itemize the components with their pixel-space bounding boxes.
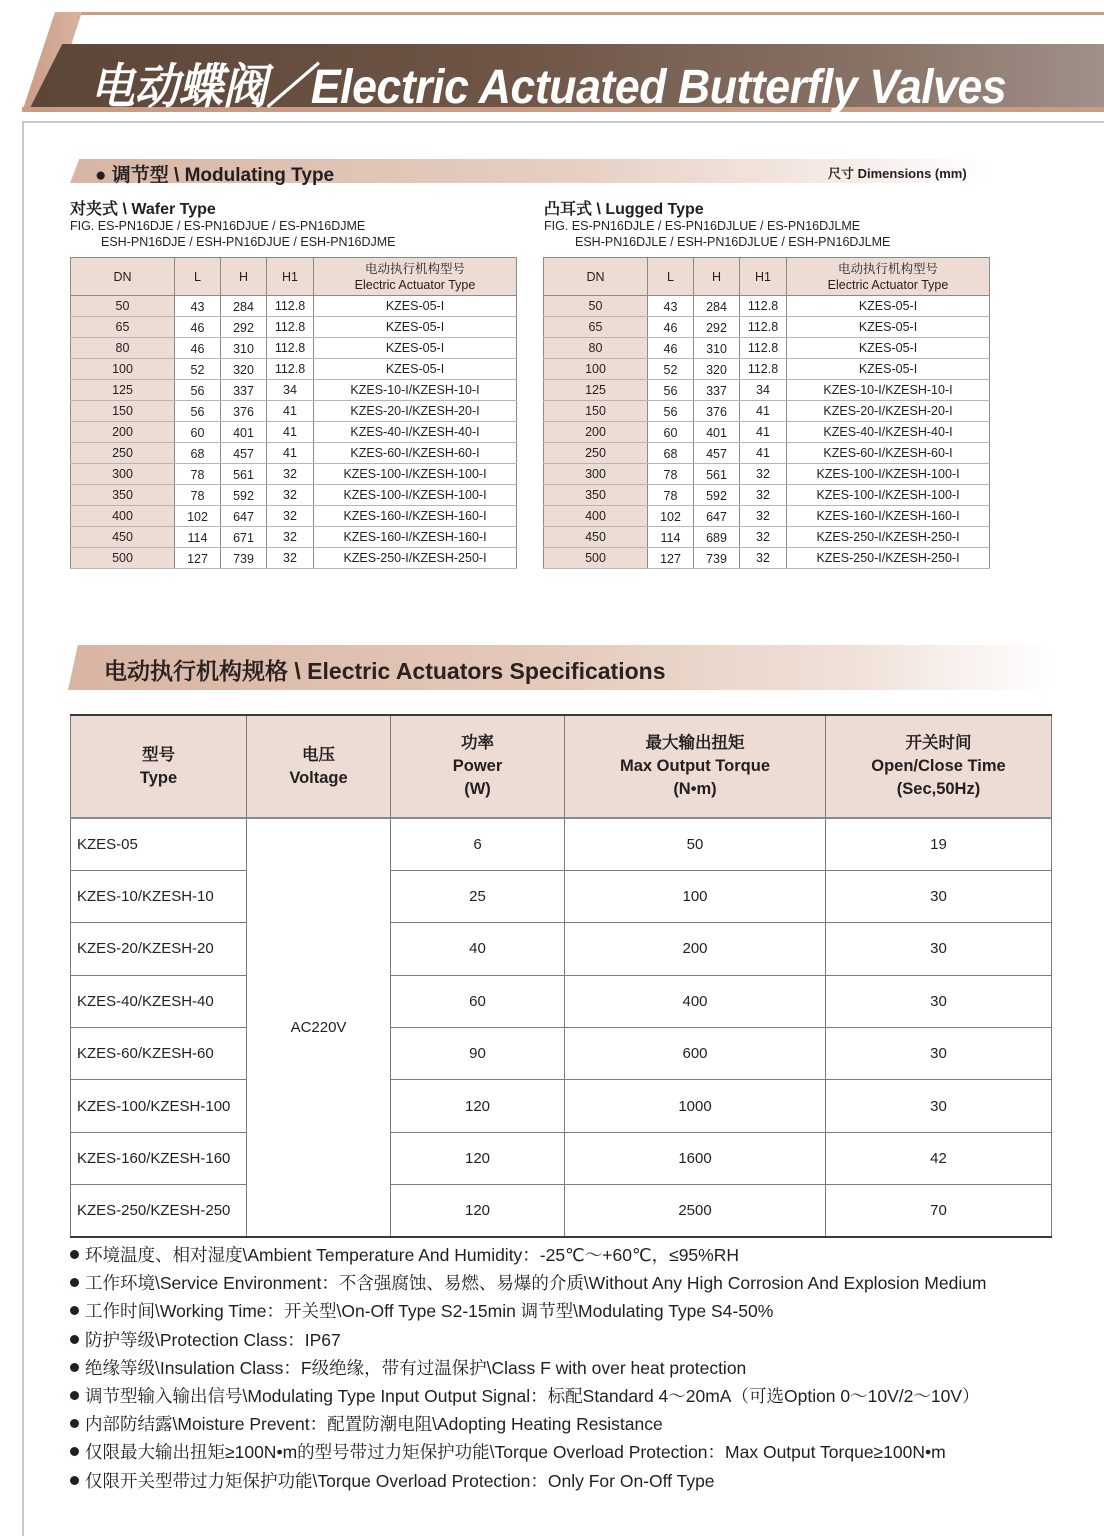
actuator-type-cell: KZES-10-I/KZESH-10-I [787, 380, 990, 401]
col-l: L [648, 258, 694, 296]
h1-cell: 32 [740, 548, 787, 569]
note-item [70, 1327, 987, 1355]
dn-cell: 150 [71, 401, 175, 422]
table-row [544, 506, 990, 527]
col-h: H [221, 258, 267, 296]
table-row [544, 422, 990, 443]
col-h1: H1 [267, 258, 314, 296]
h-cell: 310 [221, 338, 267, 359]
spec-header-row [71, 715, 1052, 818]
type-cell: KZES-20/KZESH-20 [71, 923, 247, 975]
l-cell: 102 [175, 506, 221, 527]
col-actuator-type-en: Electric Actuator Type [827, 277, 949, 292]
col-torque-cn: 最大输出扭矩 [645, 734, 745, 752]
dn-cell: 350 [544, 485, 648, 506]
col-type-en: Type [139, 768, 178, 787]
power-cell: 90 [391, 1028, 565, 1080]
torque-cell: 1600 [565, 1132, 826, 1184]
page-frame-left [22, 121, 24, 1536]
actuator-type-cell: KZES-05-I [787, 317, 990, 338]
actuator-type-cell: KZES-60-I/KZESH-60-I [787, 443, 990, 464]
type-cell: KZES-05 [71, 818, 247, 870]
note-text: 工作环境\Service Environment：不含强腐蚀、易燃、易爆的介质\Without Any High Corrosion And Explosion Medium [85, 1273, 987, 1294]
l-cell: 102 [648, 506, 694, 527]
dn-cell: 65 [544, 317, 648, 338]
h-cell: 689 [694, 527, 740, 548]
h-cell: 739 [694, 548, 740, 569]
note-item [70, 1270, 987, 1298]
h1-cell: 32 [267, 485, 314, 506]
dn-cell: 200 [544, 422, 648, 443]
actuator-type-cell: KZES-20-I/KZESH-20-I [787, 401, 990, 422]
l-cell: 43 [175, 296, 221, 317]
h1-cell: 32 [740, 506, 787, 527]
wafer-dimension-table [70, 257, 517, 569]
actuator-type-cell: KZES-100-I/KZESH-100-I [787, 464, 990, 485]
table-row [544, 317, 990, 338]
time-cell: 30 [826, 1080, 1052, 1132]
l-cell: 127 [175, 548, 221, 569]
dn-cell: 80 [71, 338, 175, 359]
type-cell: KZES-250/KZESH-250 [71, 1185, 247, 1237]
h-cell: 337 [221, 380, 267, 401]
h-cell: 292 [221, 317, 267, 338]
actuator-type-cell: KZES-160-I/KZESH-160-I [787, 506, 990, 527]
col-h: H [694, 258, 740, 296]
h1-cell: 32 [267, 527, 314, 548]
type-cell: KZES-40/KZESH-40 [71, 975, 247, 1027]
l-cell: 56 [648, 380, 694, 401]
col-power [391, 715, 565, 818]
torque-cell: 200 [565, 923, 826, 975]
note-text: 内部防结露\Moisture Prevent：配置防潮电阻\Adopting Heating Resistance [85, 1414, 663, 1435]
col-actuator-type-cn: 电动执行机构型号 [837, 261, 938, 276]
h1-cell: 32 [740, 464, 787, 485]
l-cell: 68 [648, 443, 694, 464]
col-power-en: Power [452, 757, 503, 775]
table-row [71, 296, 517, 317]
note-item [70, 1439, 987, 1467]
actuator-type-cell: KZES-05-I [314, 317, 517, 338]
bullet-icon [70, 1447, 79, 1456]
col-torque-unit: (N•m) [673, 780, 717, 798]
h1-cell: 32 [267, 506, 314, 527]
dn-cell: 125 [544, 380, 648, 401]
h1-cell: 112.8 [267, 317, 314, 338]
table-row [71, 443, 517, 464]
l-cell: 78 [175, 464, 221, 485]
lugged-fig-line-1: FIG. ES-PN16DJLE / ES-PN16DJLUE / ES-PN16DJLME [544, 219, 861, 233]
table-row [71, 338, 517, 359]
actuator-type-cell: KZES-160-I/KZESH-160-I [314, 527, 517, 548]
actuator-type-cell: KZES-40-I/KZESH-40-I [787, 422, 990, 443]
h-cell: 592 [221, 485, 267, 506]
col-l: L [175, 258, 221, 296]
table-row [71, 422, 517, 443]
voltage-cell: AC220V [247, 818, 391, 1237]
note-text: 调节型输入输出信号\Modulating Type Input Output Signal：标配Standard 4～20mA（可选Option 0～10V/2～10V） [85, 1385, 980, 1406]
h-cell: 457 [694, 443, 740, 464]
col-time-cn: 开关时间 [905, 734, 972, 752]
l-cell: 114 [648, 527, 694, 548]
h1-cell: 112.8 [740, 296, 787, 317]
dn-cell: 300 [544, 464, 648, 485]
h1-cell: 112.8 [740, 317, 787, 338]
h1-cell: 32 [267, 548, 314, 569]
col-type [71, 715, 247, 818]
spec-notes-list [70, 1242, 987, 1496]
h-cell: 592 [694, 485, 740, 506]
h-cell: 561 [694, 464, 740, 485]
note-item [70, 1355, 987, 1383]
actuator-type-cell: KZES-05-I [787, 338, 990, 359]
note-text: 仅限最大输出扭矩≥100N•m的型号带过力矩保护功能\Torque Overload Protection：Max Output Torque≥100N•m [85, 1442, 946, 1463]
torque-cell: 50 [565, 818, 826, 870]
note-item [70, 1298, 987, 1326]
actuator-type-cell: KZES-20-I/KZESH-20-I [314, 401, 517, 422]
table-row [71, 464, 517, 485]
dn-cell: 100 [544, 359, 648, 380]
torque-cell: 600 [565, 1028, 826, 1080]
dn-cell: 450 [71, 527, 175, 548]
h-cell: 457 [221, 443, 267, 464]
h1-cell: 112.8 [740, 359, 787, 380]
l-cell: 56 [175, 401, 221, 422]
power-cell: 120 [391, 1080, 565, 1132]
table-header-row [544, 258, 990, 296]
h-cell: 401 [694, 422, 740, 443]
bullet-icon [70, 1306, 79, 1315]
h1-cell: 32 [740, 527, 787, 548]
dn-cell: 400 [544, 506, 648, 527]
table-row [71, 818, 1052, 870]
h-cell: 320 [694, 359, 740, 380]
type-cell: KZES-160/KZESH-160 [71, 1132, 247, 1184]
torque-cell: 400 [565, 975, 826, 1027]
l-cell: 60 [175, 422, 221, 443]
dn-cell: 250 [544, 443, 648, 464]
table-row [71, 975, 1052, 1027]
col-torque [565, 715, 826, 818]
table-row [71, 1080, 1052, 1132]
col-actuator-type [787, 258, 990, 296]
wafer-fig-line-2: ESH-PN16DJE / ESH-PN16DJUE / ESH-PN16DJME [101, 235, 396, 249]
h-cell: 647 [221, 506, 267, 527]
h1-cell: 41 [267, 422, 314, 443]
note-text: 防护等级\Protection Class：IP67 [85, 1329, 341, 1350]
col-dn: DN [71, 258, 175, 296]
h1-cell: 112.8 [740, 338, 787, 359]
dn-cell: 500 [71, 548, 175, 569]
lugged-type-title: 凸耳式 \ Lugged Type [544, 201, 704, 218]
note-item [70, 1242, 987, 1270]
time-cell: 70 [826, 1185, 1052, 1237]
h-cell: 401 [221, 422, 267, 443]
time-cell: 30 [826, 923, 1052, 975]
table-row [544, 338, 990, 359]
table-row [71, 380, 517, 401]
col-actuator-type [314, 258, 517, 296]
table-row [71, 548, 517, 569]
type-cell: KZES-100/KZESH-100 [71, 1080, 247, 1132]
actuator-type-cell: KZES-60-I/KZESH-60-I [314, 443, 517, 464]
h1-cell: 41 [740, 422, 787, 443]
l-cell: 43 [648, 296, 694, 317]
table-row [544, 359, 990, 380]
lugged-dimension-table [543, 257, 990, 569]
h-cell: 337 [694, 380, 740, 401]
actuator-type-cell: KZES-40-I/KZESH-40-I [314, 422, 517, 443]
h1-cell: 41 [740, 401, 787, 422]
h-cell: 292 [694, 317, 740, 338]
table-row [544, 527, 990, 548]
table-row [71, 485, 517, 506]
table-row [544, 380, 990, 401]
dn-cell: 150 [544, 401, 648, 422]
dn-cell: 50 [71, 296, 175, 317]
dimensions-note: 尺寸 Dimensions (mm) [828, 166, 967, 181]
dn-cell: 200 [71, 422, 175, 443]
l-cell: 114 [175, 527, 221, 548]
h-cell: 284 [694, 296, 740, 317]
actuator-type-cell: KZES-10-I/KZESH-10-I [314, 380, 517, 401]
time-cell: 30 [826, 975, 1052, 1027]
col-voltage [247, 715, 391, 818]
dn-cell: 50 [544, 296, 648, 317]
col-power-unit: (W) [464, 780, 491, 798]
note-item [70, 1383, 987, 1411]
h1-cell: 34 [740, 380, 787, 401]
time-cell: 30 [826, 1028, 1052, 1080]
actuator-type-cell: KZES-05-I [314, 296, 517, 317]
actuator-type-cell: KZES-100-I/KZESH-100-I [787, 485, 990, 506]
table-row [71, 1185, 1052, 1237]
modulating-section-title: ● 调节型 \ Modulating Type [95, 165, 335, 186]
h1-cell: 41 [740, 443, 787, 464]
actuator-type-cell: KZES-05-I [787, 359, 990, 380]
power-cell: 120 [391, 1132, 565, 1184]
h1-cell: 112.8 [267, 338, 314, 359]
page-title: 电动蝶阀／Electric Actuated Butterfly Valves [90, 61, 1007, 114]
type-cell: KZES-10/KZESH-10 [71, 870, 247, 922]
dn-cell: 450 [544, 527, 648, 548]
col-actuator-type-cn: 电动执行机构型号 [364, 261, 465, 276]
note-item [70, 1468, 987, 1496]
h-cell: 647 [694, 506, 740, 527]
h-cell: 376 [694, 401, 740, 422]
col-torque-en: Max Output Torque [619, 757, 770, 775]
col-time-unit: (Sec,50Hz) [896, 780, 981, 798]
bullet-icon [70, 1278, 79, 1287]
dn-cell: 100 [71, 359, 175, 380]
h1-cell: 34 [267, 380, 314, 401]
torque-cell: 2500 [565, 1185, 826, 1237]
col-time-en: Open/Close Time [871, 757, 1006, 775]
torque-cell: 1000 [565, 1080, 826, 1132]
power-cell: 60 [391, 975, 565, 1027]
h-cell: 284 [221, 296, 267, 317]
time-cell: 30 [826, 870, 1052, 922]
table-row [71, 870, 1052, 922]
actuator-type-cell: KZES-250-I/KZESH-250-I [314, 548, 517, 569]
h-cell: 671 [221, 527, 267, 548]
h1-cell: 41 [267, 443, 314, 464]
h1-cell: 112.8 [267, 296, 314, 317]
l-cell: 78 [648, 464, 694, 485]
table-row [71, 506, 517, 527]
l-cell: 52 [648, 359, 694, 380]
banner-top-line [55, 12, 1104, 15]
time-cell: 19 [826, 818, 1052, 870]
note-text: 仅限开关型带过力矩保护功能\Torque Overload Protection：Only For On-Off Type [85, 1470, 715, 1491]
actuator-type-cell: KZES-100-I/KZESH-100-I [314, 464, 517, 485]
l-cell: 46 [175, 317, 221, 338]
l-cell: 78 [648, 485, 694, 506]
l-cell: 46 [648, 338, 694, 359]
h1-cell: 32 [267, 464, 314, 485]
bullet-icon [70, 1335, 79, 1344]
dn-cell: 65 [71, 317, 175, 338]
col-actuator-type-en: Electric Actuator Type [354, 277, 476, 292]
table-row [544, 296, 990, 317]
actuator-type-cell: KZES-250-I/KZESH-250-I [787, 527, 990, 548]
bullet-icon [70, 1391, 79, 1400]
table-header-row [71, 258, 517, 296]
torque-cell: 100 [565, 870, 826, 922]
l-cell: 56 [175, 380, 221, 401]
l-cell: 68 [175, 443, 221, 464]
col-voltage-en: Voltage [289, 768, 348, 787]
h-cell: 739 [221, 548, 267, 569]
l-cell: 60 [648, 422, 694, 443]
bullet-icon [70, 1250, 79, 1259]
table-row [544, 548, 990, 569]
dn-cell: 350 [71, 485, 175, 506]
wafer-type-title: 对夹式 \ Wafer Type [70, 201, 216, 218]
power-cell: 25 [391, 870, 565, 922]
table-row [544, 464, 990, 485]
dn-cell: 80 [544, 338, 648, 359]
l-cell: 56 [648, 401, 694, 422]
col-type-cn: 型号 [142, 745, 175, 764]
h-cell: 320 [221, 359, 267, 380]
actuator-type-cell: KZES-250-I/KZESH-250-I [787, 548, 990, 569]
table-row [71, 401, 517, 422]
col-h1: H1 [740, 258, 787, 296]
table-row [71, 1132, 1052, 1184]
wafer-fig-line-1: FIG. ES-PN16DJE / ES-PN16DJUE / ES-PN16DJME [70, 219, 366, 233]
col-voltage-cn: 电压 [302, 745, 335, 764]
type-cell: KZES-60/KZESH-60 [71, 1028, 247, 1080]
table-row [544, 443, 990, 464]
note-text: 环境温度、相对湿度\Ambient Temperature And Humidity：-25℃～+60℃，≤95%RH [85, 1245, 740, 1265]
actuator-type-cell: KZES-05-I [314, 359, 517, 380]
actuator-type-cell: KZES-100-I/KZESH-100-I [314, 485, 517, 506]
power-cell: 6 [391, 818, 565, 870]
table-row [71, 359, 517, 380]
time-cell: 42 [826, 1132, 1052, 1184]
dn-cell: 400 [71, 506, 175, 527]
actuator-spec-table [70, 714, 1052, 1238]
actuator-type-cell: KZES-160-I/KZESH-160-I [314, 506, 517, 527]
col-time [826, 715, 1052, 818]
l-cell: 46 [648, 317, 694, 338]
table-row [71, 317, 517, 338]
table-row [544, 401, 990, 422]
actuator-type-cell: KZES-05-I [787, 296, 990, 317]
table-row [544, 485, 990, 506]
h1-cell: 41 [267, 401, 314, 422]
table-row [71, 1028, 1052, 1080]
l-cell: 127 [648, 548, 694, 569]
dn-cell: 500 [544, 548, 648, 569]
l-cell: 78 [175, 485, 221, 506]
actuator-type-cell: KZES-05-I [314, 338, 517, 359]
power-cell: 120 [391, 1185, 565, 1237]
power-cell: 40 [391, 923, 565, 975]
col-power-cn: 功率 [461, 734, 494, 752]
h-cell: 310 [694, 338, 740, 359]
note-item [70, 1411, 987, 1439]
h1-cell: 112.8 [267, 359, 314, 380]
note-text: 工作时间\Working Time：开关型\On-Off Type S2-15min 调节型\Modulating Type S4-50% [85, 1301, 774, 1322]
h-cell: 376 [221, 401, 267, 422]
bullet-icon [70, 1363, 79, 1372]
table-row [71, 527, 517, 548]
dn-cell: 300 [71, 464, 175, 485]
note-text: 绝缘等级\Insulation Class：F级绝缘，带有过温保护\Class F with over heat protection [85, 1357, 747, 1378]
col-dn: DN [544, 258, 648, 296]
lugged-fig-line-2: ESH-PN16DJLE / ESH-PN16DJLUE / ESH-PN16DJLME [575, 235, 891, 249]
l-cell: 52 [175, 359, 221, 380]
table-row [71, 923, 1052, 975]
bullet-icon [70, 1419, 79, 1428]
dn-cell: 250 [71, 443, 175, 464]
dn-cell: 125 [71, 380, 175, 401]
h-cell: 561 [221, 464, 267, 485]
h1-cell: 32 [740, 485, 787, 506]
page-frame-top [22, 121, 1104, 123]
spec-section-title: 电动执行机构规格 \ Electric Actuators Specifications [104, 658, 666, 684]
l-cell: 46 [175, 338, 221, 359]
bullet-icon [70, 1476, 79, 1485]
